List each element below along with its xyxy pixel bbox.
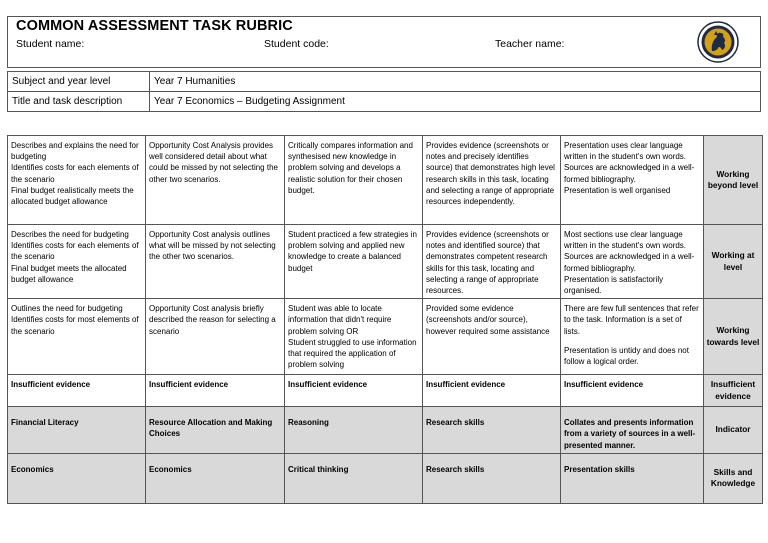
rubric-row (8, 299, 763, 375)
rubric-level-label: Indicator (704, 407, 763, 454)
info-label: Subject and year level (8, 72, 150, 92)
rubric-cell: Presentation uses clear language written in the student's own words. Sources are acknowledged in a well-formed bibliography. Presentation is well organised (561, 136, 704, 225)
rubric-cell: Opportunity Cost Analysis provides well considered detail about what could be missed by not selecting the other two scenarios. (146, 136, 285, 225)
rubric-level-label: Working at level (704, 225, 763, 299)
header-box (7, 16, 761, 68)
rubric-cell: Opportunity Cost analysis briefly described the reason for selecting a scenario (146, 299, 285, 375)
rubric-cell: Insufficient evidence (146, 375, 285, 407)
rubric-cell: Critical thinking (285, 453, 423, 503)
rubric-cell: Insufficient evidence (561, 375, 704, 407)
rubric-cell: Provided some evidence (screenshots and/or source), however required some assistance (423, 299, 561, 375)
rubric-cell: Presentation skills (561, 453, 704, 503)
school-crest-logo (697, 21, 739, 63)
rubric-row (8, 136, 763, 225)
rubric-cell: Insufficient evidence (8, 375, 146, 407)
rubric-cell: Resource Allocation and Making Choices (146, 407, 285, 454)
rubric-cell: Provides evidence (screenshots or notes and precisely identifies source) that demonstrates high level research skills in this task, locating and selecting a range of appropriate resources independently. (423, 136, 561, 225)
rubric-cell: Critically compares information and synthesised new knowledge in problem solving and develops a realistic solution for their chosen budget. (285, 136, 423, 225)
rubric-level-label: Insufficient evidence (704, 375, 763, 407)
rubric-cell: Student was able to locate information that didn't require problem solving OR Student struggled to use information that required the application of problem solving (285, 299, 423, 375)
info-row (8, 92, 761, 112)
student-name-label: Student name: (16, 38, 85, 50)
rubric-level-label: Skills and Knowledge (704, 453, 763, 503)
rubric-cell: Outlines the need for budgeting Identifies costs for most elements of the scenario (8, 299, 146, 375)
rubric-cell: Provides evidence (screenshots or notes and identified source) that demonstrates competent research skills for this task, locating and selecting a range of appropriate resources. (423, 225, 561, 299)
rubric-cell: Insufficient evidence (423, 375, 561, 407)
rubric-cell: Describes and explains the need for budgeting Identifies costs for each elements of the scenario Final budget realistically meets the allocated budget allowance (8, 136, 146, 225)
rubric-row (8, 453, 763, 503)
rubric-table (7, 135, 763, 504)
rubric-level-label: Working beyond level (704, 136, 763, 225)
rubric-cell: Economics (146, 453, 285, 503)
info-value: Year 7 Economics – Budgeting Assignment (150, 92, 761, 112)
rubric-cell: Reasoning (285, 407, 423, 454)
rubric-body (8, 136, 763, 504)
rubric-cell: Most sections use clear language written in the student's own words. Sources are acknowledged in a well-formed bibliography. Presentation is satisfactorily organised. (561, 225, 704, 299)
info-table (7, 71, 761, 112)
rubric-cell: Student practiced a few strategies in problem solving and applied new knowledge to create a balanced budget (285, 225, 423, 299)
rubric-cell: Collates and presents information from a variety of sources in a well-presented manner. (561, 407, 704, 454)
document-title: COMMON ASSESSMENT TASK RUBRIC (16, 18, 293, 34)
rubric-cell: Research skills (423, 453, 561, 503)
teacher-name-label: Teacher name: (495, 38, 565, 50)
rubric-cell: There are few full sentences that refer to the task. Information is a set of lists. Presentation is untidy and does not follow a logical order. (561, 299, 704, 375)
info-value: Year 7 Humanities (150, 72, 761, 92)
rubric-level-label: Working towards level (704, 299, 763, 375)
rubric-cell: Economics (8, 453, 146, 503)
info-label: Title and task description (8, 92, 150, 112)
rubric-cell: Insufficient evidence (285, 375, 423, 407)
info-row (8, 72, 761, 92)
rubric-cell: Opportunity Cost analysis outlines what will be missed by not selecting the other two scenarios. (146, 225, 285, 299)
rubric-row (8, 375, 763, 407)
rubric-cell: Research skills (423, 407, 561, 454)
rubric-row (8, 407, 763, 454)
rubric-row (8, 225, 763, 299)
rubric-cell: Describes the need for budgeting Identifies costs for each elements of the scenario Final budget meets the allocated budget allowance (8, 225, 146, 299)
student-code-label: Student code: (264, 38, 329, 50)
rubric-cell: Financial Literacy (8, 407, 146, 454)
